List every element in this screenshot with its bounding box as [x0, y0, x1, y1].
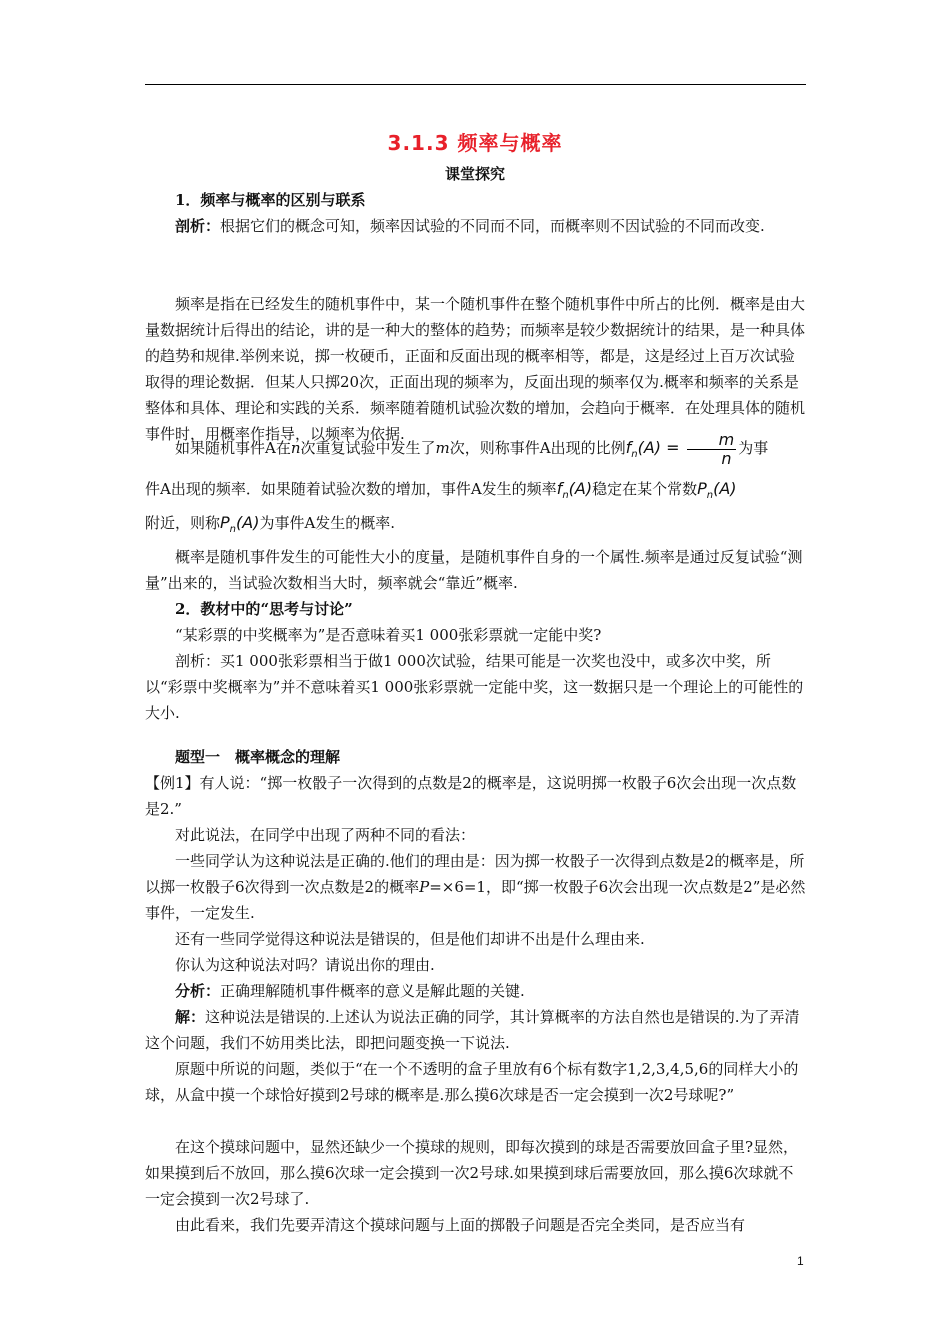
def3-text-b: 为事件A发生的概率.: [259, 514, 396, 532]
view-correct: [145, 848, 807, 926]
sym-p: P: [697, 479, 707, 498]
section-2-heading: 2．教材中的“思考与讨论”: [175, 600, 353, 618]
rule-paragraph: 在这个摸球问题中，显然还缺少一个摸球的规则，即每次摸到的球是否需要放回盒子里?显然，如果摸到后不放回，那么摸6次球一定会摸到一次2号球.如果摸到球后需要放回，那么摸6次球就不一定会摸到一次2号球了.: [145, 1138, 799, 1208]
def3-text-a: 附近，则称: [145, 514, 221, 532]
section-2-question: “某彩票的中奖概率为”是否意味着买1 000张彩票就一定能中奖?: [175, 626, 602, 644]
var-n: n: [290, 439, 301, 457]
analysis-text: 根据它们的概念可知，频率因试验的不同而不同，而概率则不因试验的不同而改变.: [220, 217, 765, 235]
analysis-text-2: 正确理解随机事件概率的意义是解此题的关键.: [220, 982, 525, 1000]
example-text: 有人说：“掷一枚骰子一次得到的点数是2的概率是，这说明掷一枚骰子6次会出现一次点数是2.”: [145, 774, 797, 818]
sym-p-arg: (A): [713, 479, 737, 498]
probability-paragraph: 概率是随机事件发生的可能性大小的度量，是随机事件自身的一个属性.频率是通过反复试验“测量”出来的，当试验次数相当大时，频率就会“靠近”概率.: [145, 548, 803, 592]
section-1-analysis: [145, 213, 807, 239]
page-title: 3.1.3 频率与概率: [387, 131, 563, 155]
var-m: m: [435, 439, 450, 457]
fraction-m-over-n: [687, 431, 737, 468]
sym-p2-arg: (A): [236, 513, 260, 532]
example-label: 【例1】: [145, 774, 200, 792]
section-1-heading: 1．频率与概率的区别与联系: [175, 191, 366, 209]
frequency-paragraph: 频率是指在已经发生的随机事件中，某一个随机事件在整个随机事件中所占的比例．概率是由大量数据统计后得出的结论，讲的是一种大的整体的趋势；而频率是较少数据统计的结果，是一种具体的趋势和规律.举例来说，掷一枚硬币，正面和反面出现的概率相等，都是，这是经过上百万次试验取得的理论数据．但某人只掷20次，正面出现的频率为，反面出现的频率仅为.概率和频率的关系是整体和具体、理论和实践的关系．频率随着随机试验次数的增加，会趋向于概率．在处理具体的随机事件时，用概率作指导，以频率为依据.: [145, 295, 806, 443]
probability-symbol: [697, 479, 737, 502]
view-wrong: 还有一些同学觉得这种说法是错误的，但是他们却讲不出是什么理由来.: [175, 930, 645, 948]
formula-sub: n: [631, 449, 638, 461]
sym-f-sub: n: [562, 490, 569, 502]
analysis-label: 剖析：: [175, 217, 221, 235]
analysis: [145, 978, 807, 1004]
question-prompt: 你认为这种说法对吗？请说出你的理由.: [175, 956, 435, 974]
sym-p2-sub: n: [229, 524, 237, 536]
frequency-symbol: [556, 479, 593, 502]
analogy-paragraph: 原题中所说的问题，类似于“在一个不透明的盒子里放有6个标有数字1,2,3,4,5,6的同样大小的球，从盒中摸一个球恰好摸到2号球的概率是.那么摸6次球是否一定会摸到一次2号球呢?”: [145, 1060, 799, 1104]
formula-f: f: [625, 438, 632, 457]
def2-text-a: 件A出现的频率．如果随着试验次数的增加，事件A发生的频率: [145, 480, 557, 498]
def-text-a: 如果随机事件A在: [175, 439, 291, 457]
probability-symbol-2: [220, 513, 260, 536]
sym-f-arg: (A): [568, 479, 593, 498]
definition-line-2: [145, 476, 807, 509]
formula-equals: =: [661, 438, 685, 457]
definition-line-3: [145, 510, 807, 543]
solution: [145, 1004, 807, 1056]
sym-p-sub: n: [706, 490, 714, 502]
definition-line-1: [145, 427, 807, 476]
var-P: P: [419, 878, 430, 896]
solution-label: 解：: [175, 1008, 206, 1026]
analysis-label-2: 分析：: [175, 982, 221, 1000]
type-1-heading: 题型一 概率概念的理解: [175, 748, 341, 766]
def-text-c: 次，则称事件A出现的比例: [449, 439, 626, 457]
solution-text: 这种说法是错误的.上述认为说法正确的同学，其计算概率的方法自然也是错误的.为了弄清这个问题，我们不妨用类比法，即把问题变换一下说法.: [145, 1008, 800, 1052]
frequency-formula: [625, 438, 685, 461]
section-subtitle: 课堂探究: [444, 165, 505, 183]
def-text-d: 为事: [738, 439, 769, 457]
sym-f: f: [556, 479, 563, 498]
section-2-answer: 剖析：买1 000张彩票相当于做1 000次试验，结果可能是一次奖也没中，或多次中奖，所以“彩票中奖概率为”并不意味着买1 000张彩票就一定能中奖，这一数据只是一个理论上的可能性的大小.: [145, 652, 804, 722]
view-correct-text-b: =×6=1，即“掷一枚骰子6次会出现一次点数是2”是必然事件，一定发生.: [145, 878, 806, 922]
fraction-denominator: n: [721, 448, 732, 468]
formula-arg: (A): [637, 438, 662, 457]
page-number: 1: [797, 1254, 804, 1268]
sym-p2: P: [220, 513, 230, 532]
example-1: [145, 770, 807, 822]
conclusion-paragraph: 由此看来，我们先要弄清这个摸球问题与上面的掷骰子问题是否完全类同，是否应当有: [175, 1216, 746, 1234]
fraction-numerator: m: [687, 431, 737, 450]
def-text-b: 次重复试验中发生了: [300, 439, 436, 457]
views-intro: 对此说法，在同学中出现了两种不同的看法：: [175, 826, 476, 844]
def2-text-b: 稳定在某个常数: [592, 480, 698, 498]
header-rule: [145, 84, 806, 85]
view-correct-text-a: 一些同学认为这种说法是正确的.他们的理由是：因为掷一枚骰子一次得到点数是2的概率是，所以掷一枚骰子6次得到一次点数是2的概率: [145, 852, 805, 896]
